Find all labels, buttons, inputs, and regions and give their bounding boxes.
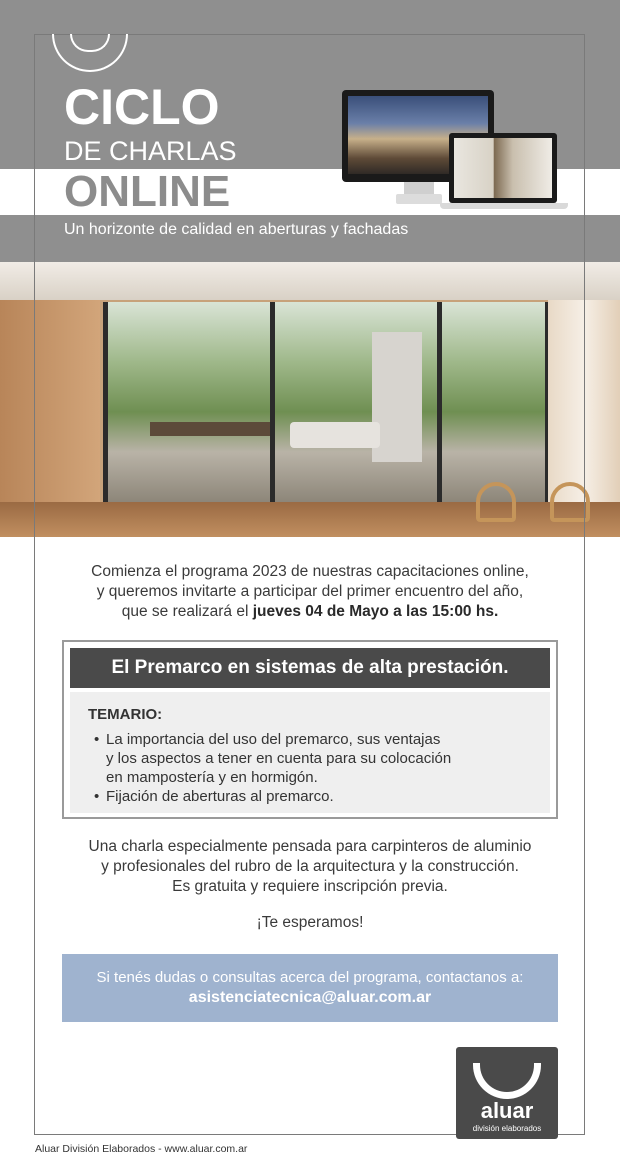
footer-text[interactable]: Aluar División Elaborados - www.aluar.com.ar xyxy=(35,1143,248,1155)
outro-line: Es gratuita y requiere inscripción previa. xyxy=(172,878,448,895)
photo-table xyxy=(150,422,270,436)
laptop-base xyxy=(440,203,568,209)
title-online: ONLINE xyxy=(64,167,231,216)
outro-text xyxy=(62,837,558,897)
window-frame xyxy=(103,302,108,507)
intro-line: y queremos invitarte a participar del primer encuentro del año, xyxy=(96,583,524,600)
logo-division: división elaborados xyxy=(472,1124,542,1133)
topic-2: Fijación de aberturas al premarco. xyxy=(106,788,334,805)
monitor-stand xyxy=(404,182,434,194)
program-body xyxy=(70,692,550,813)
photo-chair xyxy=(550,482,590,522)
photo-sofa xyxy=(290,422,380,448)
topic-1-line-1: La importancia del uso del premarco, sus ventajas xyxy=(106,731,441,748)
interior-photo xyxy=(0,262,620,537)
photo-ceiling xyxy=(0,262,620,300)
window-frame xyxy=(270,302,275,507)
laptop-image xyxy=(449,133,557,203)
intro-line: Comienza el programa 2023 de nuestras capacitaciones online, xyxy=(91,563,529,580)
intro-line-date xyxy=(62,602,558,622)
contact-text: Si tenés dudas o consultas acerca del programa, contactanos a: xyxy=(96,969,524,986)
photo-window xyxy=(105,302,548,502)
window-frame xyxy=(437,302,442,507)
outro-line: Una charla especialmente pensada para carpinteros de aluminio xyxy=(88,838,532,855)
intro-line3-prefix: que se realizará el xyxy=(121,603,253,620)
temario-label: TEMARIO: xyxy=(88,706,163,723)
bullet-icon: • xyxy=(94,731,100,748)
topic-1-line-3: en mampostería y en hormigón. xyxy=(106,769,318,786)
program-title: El Premarco en sistemas de alta prestación. xyxy=(70,648,550,688)
title-ciclo: CICLO xyxy=(64,79,220,135)
event-date: jueves 04 de Mayo a las 15:00 hs. xyxy=(252,603,499,620)
topic-1-line-2: y los aspectos a tener en cuenta para su colocación xyxy=(106,750,452,767)
aluar-logo xyxy=(456,1047,558,1139)
outro-line: y profesionales del rubro de la arquitectura y la construcción. xyxy=(101,858,519,875)
contact-box xyxy=(62,954,558,1022)
header-subtitle: Un horizonte de calidad en aberturas y fachadas xyxy=(64,221,409,238)
bullet-icon: • xyxy=(94,788,100,805)
program-box xyxy=(62,640,558,819)
monitor-foot xyxy=(396,194,442,204)
laptop-screen xyxy=(454,138,552,198)
contact-email-link[interactable]: asistenciatecnica@aluar.com.ar xyxy=(188,989,432,1006)
photo-floor xyxy=(0,502,620,537)
photo-chair xyxy=(476,482,516,522)
title-de-charlas: DE CHARLAS xyxy=(64,136,237,166)
intro-text xyxy=(62,562,558,622)
logo-name: aluar xyxy=(480,1098,534,1123)
aluar-logo-u-icon xyxy=(473,1063,541,1099)
greeting: ¡Te esperamos! xyxy=(256,914,364,931)
